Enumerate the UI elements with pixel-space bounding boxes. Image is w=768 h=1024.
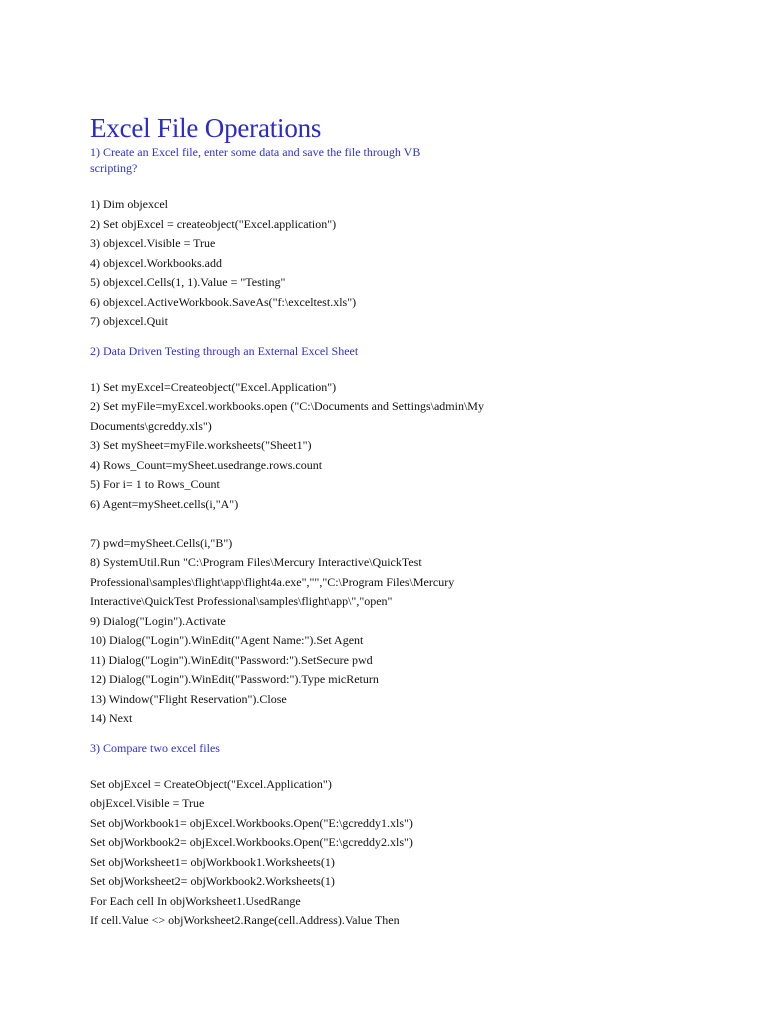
section-1-code	[90, 195, 730, 332]
code-line: Set objWorksheet2= objWorkbook2.Worksheets(1)	[90, 874, 335, 888]
code-line: 3) Set mySheet=myFile.worksheets("Sheet1")	[90, 438, 312, 452]
code-line: Professional\samples\flight\app\flight4a.exe","","C:\Program Files\Mercury	[90, 574, 455, 589]
code-line: 5) For i= 1 to Rows_Count	[90, 477, 220, 491]
section-data-driven-testing	[90, 343, 730, 729]
page-title: Excel File Operations	[90, 113, 322, 143]
section-2-code-part-2	[90, 534, 730, 729]
code-line: For Each cell In objWorksheet1.UsedRange	[90, 893, 301, 908]
code-line: Interactive\QuickTest Professional\samples\flight\app\","open"	[90, 594, 393, 608]
section-3-code	[90, 775, 730, 931]
code-line: 4) Rows_Count=mySheet.usedrange.rows.count	[90, 457, 323, 472]
section-1-heading-line-2: scripting?	[90, 161, 138, 175]
code-line: 3) objexcel.Visible = True	[90, 236, 216, 250]
code-line: 13) Window("Flight Reservation").Close	[90, 691, 287, 706]
code-line: 2) Set myFile=myExcel.workbooks.open ("C:\Documents and Settings\admin\My	[90, 399, 484, 413]
code-line: If cell.Value <> objWorksheet2.Range(cell.Address).Value Then	[90, 913, 400, 927]
document-content	[90, 112, 730, 931]
code-line: 1) Dim objexcel	[90, 197, 168, 211]
code-line: 4) objexcel.Workbooks.add	[90, 255, 222, 270]
section-create-excel	[90, 144, 730, 332]
section-2-code-part-1	[90, 378, 730, 515]
code-line: 7) objexcel.Quit	[90, 314, 168, 328]
code-line: 11) Dialog("Login").WinEdit("Password:").SetSecure pwd	[90, 652, 373, 667]
section-compare-excel	[90, 740, 730, 931]
code-line: 14) Next	[90, 711, 133, 725]
section-1-heading-line-1: 1) Create an Excel file, enter some data and save the file through VB	[90, 145, 421, 159]
code-line: 2) Set objExcel = createobject("Excel.application")	[90, 216, 337, 231]
code-line: Set objWorkbook2= objExcel.Workbooks.Open("E:\gcreddy2.xls")	[90, 835, 413, 849]
code-line: 6) objexcel.ActiveWorkbook.SaveAs("f:\exceltest.xls")	[90, 294, 357, 309]
code-line: 1) Set myExcel=Createobject("Excel.Application")	[90, 379, 337, 394]
code-line: Set objExcel = CreateObject("Excel.Application")	[90, 776, 332, 791]
code-line: 5) objexcel.Cells(1, 1).Value = "Testing"	[90, 275, 286, 289]
code-line: 7) pwd=mySheet.Cells(i,"B")	[90, 535, 233, 550]
code-line: 12) Dialog("Login").WinEdit("Password:").Type micReturn	[90, 672, 379, 686]
code-line: objExcel.Visible = True	[90, 796, 205, 810]
code-line: Documents\gcreddy.xls")	[90, 418, 212, 433]
section-2-heading: 2) Data Driven Testing through an External Excel Sheet	[90, 343, 359, 358]
code-line: 9) Dialog("Login").Activate	[90, 613, 226, 628]
code-line: 8) SystemUtil.Run "C:\Program Files\Mercury Interactive\QuickTest	[90, 555, 422, 569]
section-3-heading: 3) Compare two excel files	[90, 740, 220, 755]
code-line: Set objWorksheet1= objWorkbook1.Worksheets(1)	[90, 854, 335, 869]
code-line: 6) Agent=mySheet.cells(i,"A")	[90, 496, 239, 511]
code-line: Set objWorkbook1= objExcel.Workbooks.Open("E:\gcreddy1.xls")	[90, 815, 413, 830]
code-line: 10) Dialog("Login").WinEdit("Agent Name:").Set Agent	[90, 633, 364, 647]
